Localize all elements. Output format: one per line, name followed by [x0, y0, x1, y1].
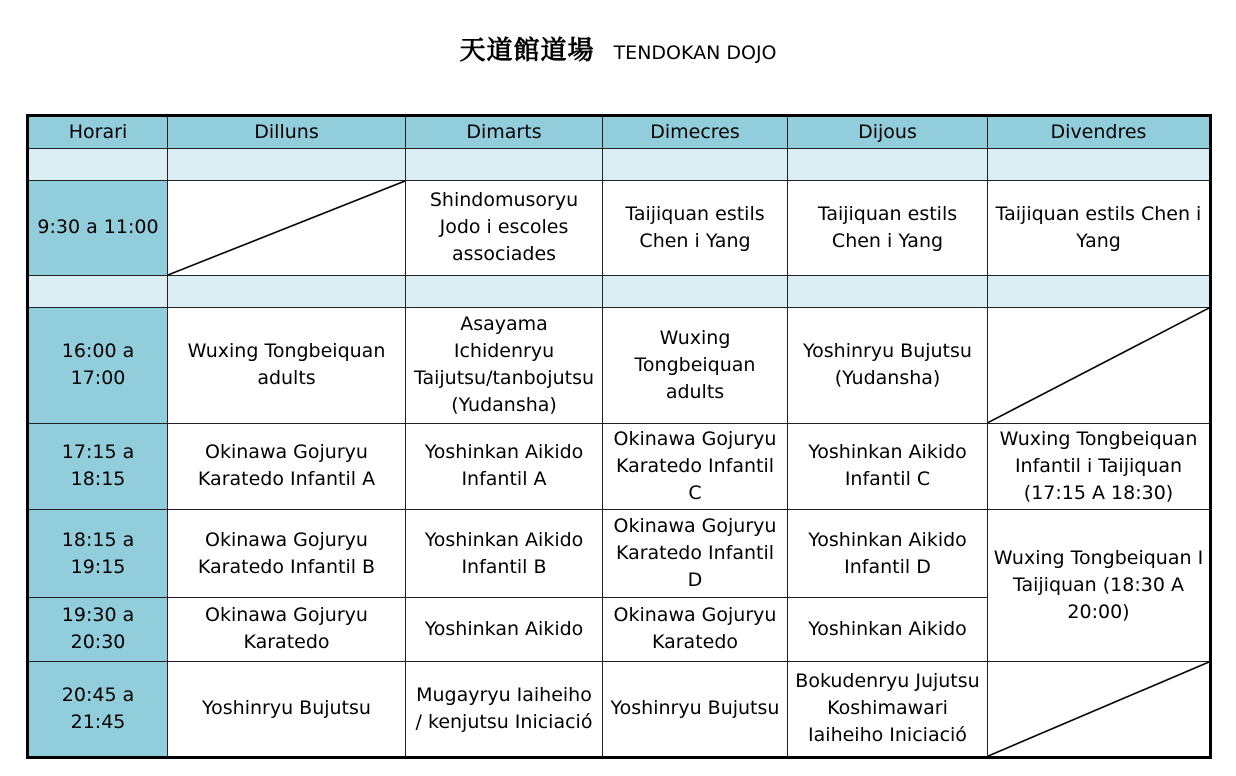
- header-dimecres: Dimecres: [603, 116, 788, 149]
- time-cell: 17:15 a 18:15: [28, 423, 168, 510]
- class-cell: Asayama Ichidenryu Taijutsu/tanbojutsu (Yudansha): [406, 307, 603, 423]
- blank-cell: [406, 275, 603, 307]
- header-divendres: Divendres: [988, 116, 1211, 149]
- time-cell: 18:15 a 19:15: [28, 510, 168, 598]
- empty-slash-cell: [988, 661, 1211, 757]
- class-cell: Wuxing Tongbeiquan adults: [603, 307, 788, 423]
- class-cell: Wuxing Tongbeiquan adults: [168, 307, 406, 423]
- class-cell: Okinawa Gojuryu Karatedo: [168, 597, 406, 661]
- header-row: [28, 116, 1211, 149]
- time-cell: 9:30 a 11:00: [28, 181, 168, 276]
- class-cell: Wuxing Tongbeiquan I Taijiquan (18:30 A 20:00): [988, 510, 1211, 662]
- schedule-table: [26, 114, 1212, 759]
- blank-row: [28, 275, 1211, 307]
- header-dimarts: Dimarts: [406, 116, 603, 149]
- table-row: [28, 661, 1211, 757]
- class-cell: Yoshinryu Bujutsu: [168, 661, 406, 757]
- diagonal-slash: [988, 662, 1209, 756]
- blank-cell: [28, 275, 168, 307]
- diagonal-slash: [168, 181, 405, 275]
- blank-cell: [603, 275, 788, 307]
- time-cell: 19:30 a 20:30: [28, 597, 168, 661]
- table-row: [28, 307, 1211, 423]
- class-cell: Taijiquan estils Chen i Yang: [988, 181, 1211, 276]
- class-cell: Okinawa Gojuryu Karatedo Infantil A: [168, 423, 406, 510]
- class-cell: Yoshinkan Aikido Infantil C: [788, 423, 988, 510]
- empty-slash-cell: [168, 181, 406, 276]
- class-cell: Yoshinkan Aikido Infantil A: [406, 423, 603, 510]
- class-cell: Okinawa Gojuryu Karatedo Infantil C: [603, 423, 788, 510]
- header-dilluns: Dilluns: [168, 116, 406, 149]
- blank-cell: [988, 149, 1211, 181]
- class-cell: Yoshinryu Bujutsu (Yudansha): [788, 307, 988, 423]
- blank-cell: [168, 149, 406, 181]
- class-cell: Yoshinryu Bujutsu: [603, 661, 788, 757]
- page-title: [0, 30, 1236, 67]
- diagonal-slash: [988, 308, 1209, 423]
- table-row: [28, 510, 1211, 598]
- class-cell: Okinawa Gojuryu Karatedo Infantil D: [603, 510, 788, 598]
- class-cell: Taijiquan estils Chen i Yang: [603, 181, 788, 276]
- class-cell: Okinawa Gojuryu Karatedo: [603, 597, 788, 661]
- blank-cell: [788, 275, 988, 307]
- blank-cell: [28, 149, 168, 181]
- class-cell: Yoshinkan Aikido Infantil B: [406, 510, 603, 598]
- blank-cell: [168, 275, 406, 307]
- empty-slash-cell: [988, 307, 1211, 423]
- blank-cell: [406, 149, 603, 181]
- title-japanese: 天道館道場: [459, 36, 595, 66]
- time-cell: 20:45 a 21:45: [28, 661, 168, 757]
- table-row: [28, 181, 1211, 276]
- time-cell: 16:00 a 17:00: [28, 307, 168, 423]
- blank-row: [28, 149, 1211, 181]
- blank-cell: [988, 275, 1211, 307]
- title-latin: TENDOKAN DOJO: [613, 42, 777, 64]
- class-cell: Bokudenryu Jujutsu Koshimawari Iaiheiho Iniciació: [788, 661, 988, 757]
- class-cell: Okinawa Gojuryu Karatedo Infantil B: [168, 510, 406, 598]
- class-cell: Shindomusoryu Jodo i escoles associades: [406, 181, 603, 276]
- blank-cell: [788, 149, 988, 181]
- header-dijous: Dijous: [788, 116, 988, 149]
- class-cell: Wuxing Tongbeiquan Infantil i Taijiquan (17:15 A 18:30): [988, 423, 1211, 510]
- class-cell: Yoshinkan Aikido Infantil D: [788, 510, 988, 598]
- class-cell: Taijiquan estils Chen i Yang: [788, 181, 988, 276]
- table-row: [28, 423, 1211, 510]
- header-horari: Horari: [28, 116, 168, 149]
- class-cell: Mugayryu Iaiheiho / kenjutsu Iniciació: [406, 661, 603, 757]
- class-cell: Yoshinkan Aikido: [788, 597, 988, 661]
- class-cell: Yoshinkan Aikido: [406, 597, 603, 661]
- blank-cell: [603, 149, 788, 181]
